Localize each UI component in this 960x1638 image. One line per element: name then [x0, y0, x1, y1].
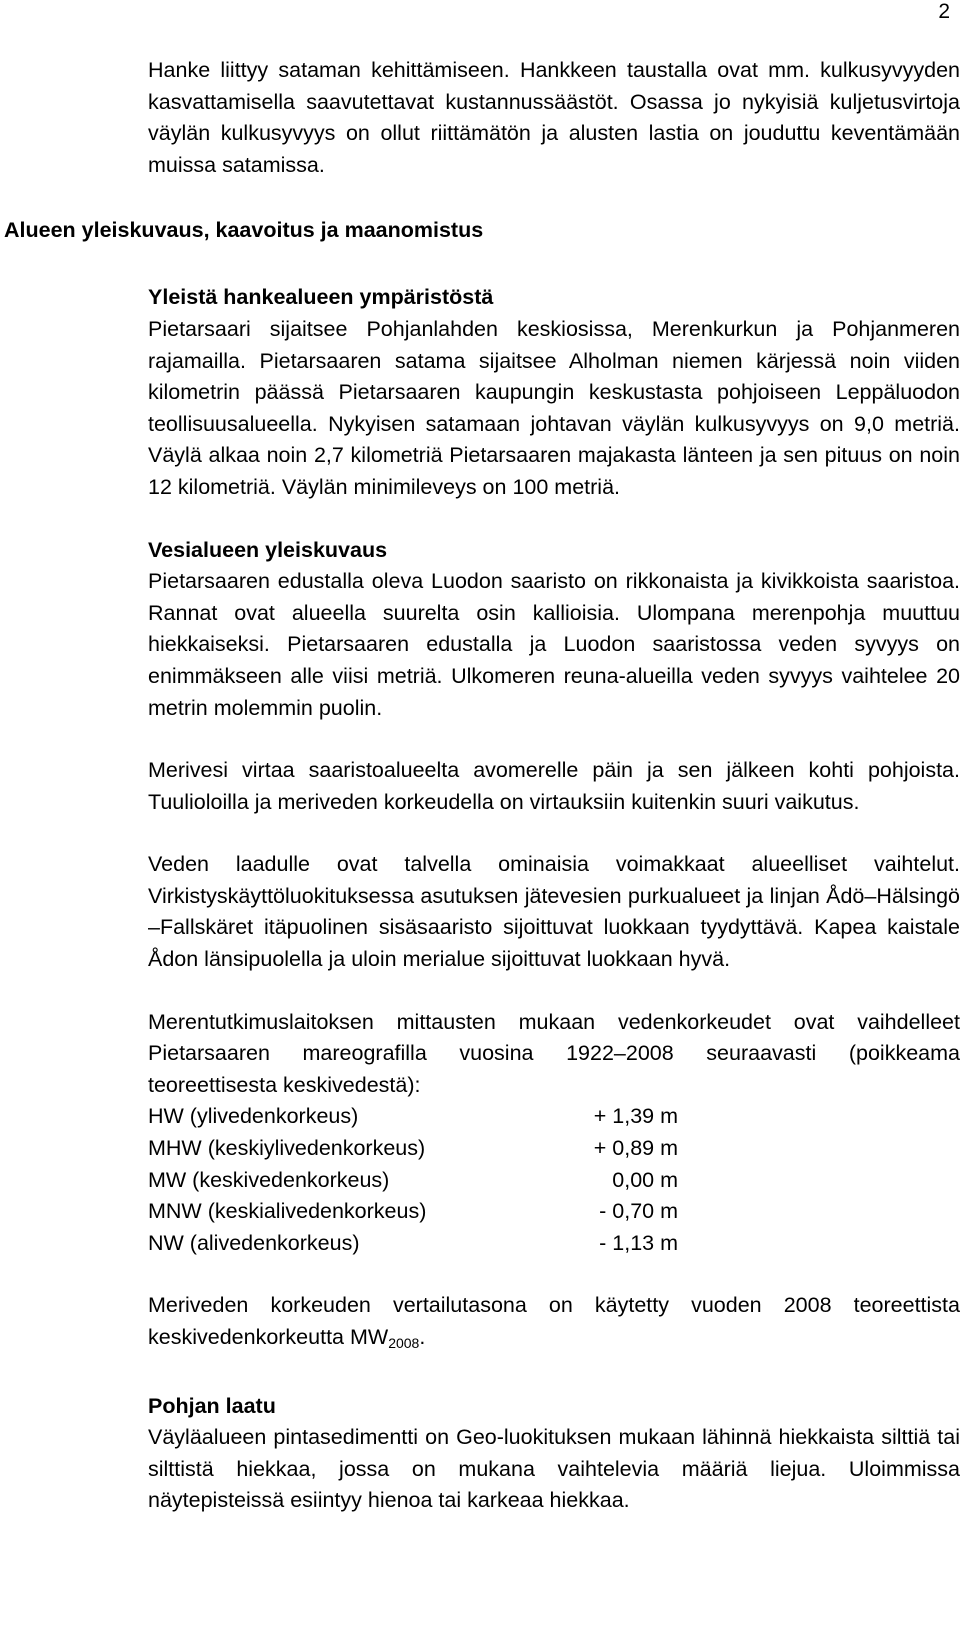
pohja-paragraph: Väyläalueen pintasedimentti on Geo-luokituksen mukaan lähinnä hiekkaista silttiä tai silttistä hiekkaa, jossa on mukana vaihtelevia määriä liejua. Uloimmissa näytepisteissä esiintyy hienoa tai karkeaa hiekkaa. — [148, 1425, 960, 1513]
level-value: 0,00 m — [612, 1167, 678, 1192]
ymparisto-paragraph: Pietarsaari sijaitsee Pohjanlahden keskiosissa, Merenkurkun ja Pohjanmeren rajamailla. Pietarsaaren satama sijaitsee Alholman niemen kärjessä noin viiden kilometrin päässä Pietarsaaren kaupungin keskustasta pohjoiseen Leppäluodon teollisuusalueella. Nykyisen satamaan johtavan väylän kulkusyvyys on 9,0 metriä. Väylä alkaa noin 2,7 kilometriä Pietarsaaren majakasta länteen ja sen pituus on noin 12 kilometriä. Väylän minimileveys on 100 metriä. — [148, 316, 960, 499]
heading-vesialue: Vesialueen yleiskuvaus — [148, 537, 388, 562]
reference-subscript: 2008 — [388, 1335, 420, 1351]
vesialue-paragraph-4: Merentutkimuslaitoksen mittausten mukaan vedenkorkeudet ovat vaihdelleet Pietarsaaren mareografilla vuosina 1922–2008 seuraavasti (poikkeama teoreettisesta keskivedestä): — [148, 1009, 960, 1097]
page-number: 2 — [938, 0, 950, 23]
document-body — [148, 55, 960, 1517]
vesialue-paragraph-2: Merivesi virtaa saaristoalueelta avomerelle päin ja sen jälkeen kohti pohjoista. Tuulioloilla ja meriveden korkeudella on virtauksiin kuitenkin suuri vaikutus. — [148, 758, 960, 814]
level-row — [148, 1133, 678, 1165]
heading-pohja: Pohjan laatu — [148, 1393, 276, 1418]
section-heading: Alueen yleiskuvaus, kaavoitus ja maanomistus — [4, 218, 484, 242]
level-row — [148, 1228, 678, 1260]
level-value: + 1,39 m — [593, 1104, 678, 1129]
level-name: MHW (keskiylivedenkorkeus) — [148, 1136, 426, 1161]
level-name: MNW (keskialivedenkorkeus) — [148, 1199, 427, 1224]
intro-paragraph: Hanke liittyy sataman kehittämiseen. Hankkeen taustalla ovat mm. kulkusyvyyden kasvattamisella saavutettavat kustannussäästöt. Osassa jo nykyisiä kuljetusvirtoja väylän kulkusyvyys on ollut riittämätön ja alusten lastia on jouduttu keventämään muissa satamissa. — [148, 58, 960, 177]
reference-paragraph — [148, 1290, 960, 1359]
level-value: - 0,70 m — [599, 1199, 678, 1224]
level-name: MW (keskivedenkorkeus) — [148, 1167, 390, 1192]
vesialue-paragraph-1: Pietarsaaren edustalla oleva Luodon saaristo on rikkonaista ja kivikkoista saaristoa. Rannat ovat alueella suurelta osin kallioisia. Ulompana merenpohja muuttuu hiekkaiseksi. Pietarsaaren edustalla ja Luodon saaristossa veden syvyys on enimmäkseen alle viisi metriä. Ulkomeren reuna-alueilla veden syvyys vaihtelee 20 metrin molemmin puolin. — [148, 569, 960, 720]
reference-end: . — [419, 1325, 426, 1349]
level-row — [148, 1165, 678, 1197]
heading-ymparisto: Yleistä hankealueen ympäristöstä — [148, 285, 494, 310]
water-level-table — [148, 1101, 678, 1259]
level-row — [148, 1101, 678, 1133]
reference-text: Meriveden korkeuden vertailutasona on käytetty vuoden 2008 teoreettista keskivedenkorkeutta MW — [148, 1293, 960, 1349]
vesialue-paragraph-3: Veden laadulle ovat talvella ominaisia voimakkaat alueelliset vaihtelut. Virkistyskäyttöluokituksessa asutuksen jätevesien purkualueet ja linjan Ådö–Hälsingö –Fallskäret itäpuolinen sisäsaaristo sijoittuvat luokkaan tyydyttävä. Kapea kaistale Ådon länsipuolella ja uloin merialue sijoittuvat luokkaan hyvä. — [148, 852, 960, 972]
level-name: HW (ylivedenkorkeus) — [148, 1104, 359, 1129]
level-name: NW (alivedenkorkeus) — [148, 1230, 360, 1255]
level-value: - 1,13 m — [599, 1230, 678, 1255]
level-row — [148, 1196, 678, 1228]
level-value: + 0,89 m — [593, 1136, 678, 1161]
